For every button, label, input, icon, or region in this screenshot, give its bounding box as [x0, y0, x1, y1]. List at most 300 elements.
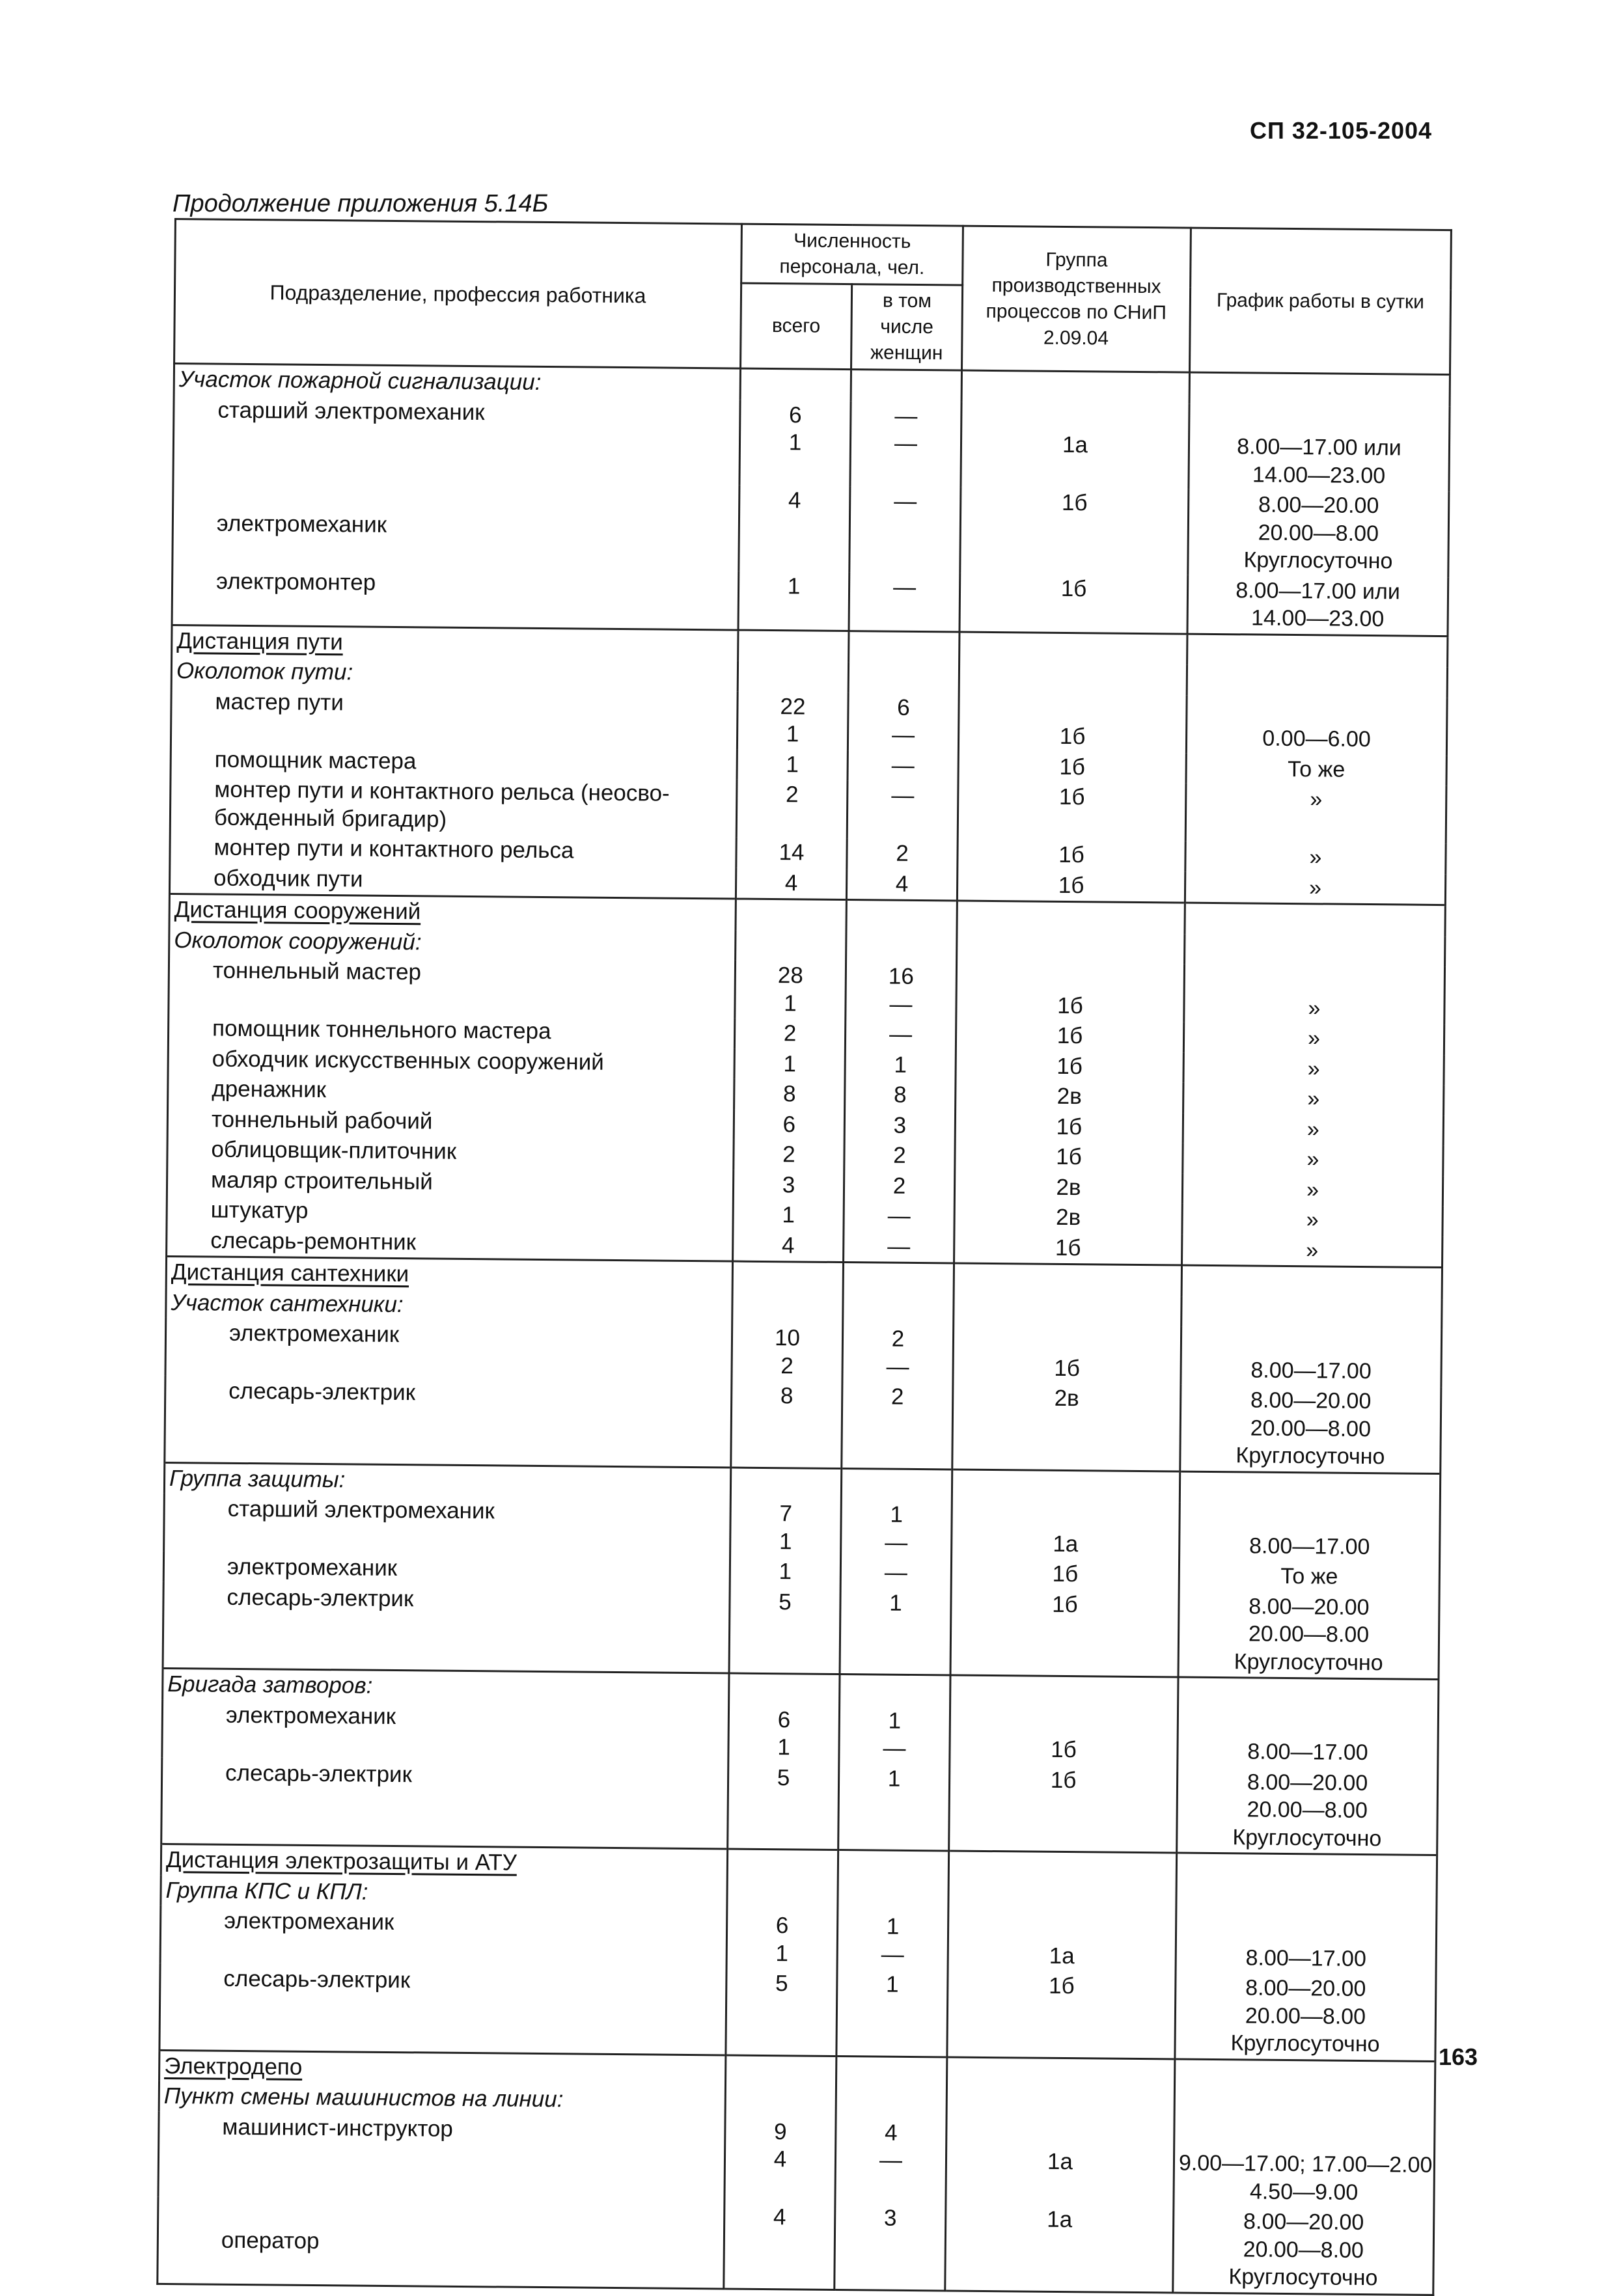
total-count-cell	[734, 1018, 845, 1050]
process-group	[956, 1502, 1174, 1531]
total-count-cell	[733, 1169, 844, 1201]
schedule-cell	[1186, 753, 1446, 786]
schedule-cell	[1180, 1503, 1441, 1563]
process-group: 1б	[1052, 1591, 1078, 1617]
empty-cell	[959, 663, 1187, 696]
process-group-cell	[954, 1232, 1182, 1265]
total-count-cell	[739, 485, 850, 572]
process-group	[961, 964, 1180, 993]
profession-cell	[170, 774, 737, 838]
profession-cell	[167, 1134, 734, 1169]
section-title-cell	[171, 656, 738, 691]
women-count-cell	[840, 1557, 951, 1589]
empty-cell	[957, 932, 1185, 964]
profession-cell	[163, 1581, 730, 1673]
profession-cell	[172, 566, 739, 629]
total-count: 9	[773, 2118, 787, 2144]
women-count-cell	[844, 1110, 955, 1141]
schedule-cell	[1183, 1052, 1444, 1085]
profession-line: старший электромеханик	[227, 1496, 495, 1524]
empty-cell	[946, 2088, 1174, 2120]
women-count: 6	[897, 694, 910, 720]
process-group: 1б	[1050, 1767, 1077, 1793]
table-row	[158, 2111, 1435, 2208]
empty-cell	[840, 1674, 950, 1706]
empty-cell	[948, 1851, 1176, 1884]
section-title-cell	[172, 625, 738, 661]
total-count: 2	[782, 1141, 795, 1168]
process-group-cell	[951, 1558, 1179, 1591]
process-group	[963, 694, 1181, 724]
schedule-cell	[1188, 489, 1449, 577]
empty-cell	[848, 662, 959, 693]
profession-cell	[168, 1043, 734, 1078]
profession-line: помощник мастера	[214, 746, 417, 774]
women-count: —	[883, 1735, 906, 1761]
table-row	[159, 1963, 1436, 2061]
process-group: 1б	[1059, 754, 1086, 780]
empty-cell	[740, 368, 851, 400]
process-group: 1б	[1056, 1114, 1083, 1140]
schedule-line: 20.00—8.00	[1250, 1415, 1372, 1442]
empty-cell	[738, 661, 848, 692]
total-count-cell	[732, 1323, 843, 1382]
schedule-line: 8.00—20.00	[1258, 492, 1379, 519]
empty-cell	[957, 901, 1185, 934]
total-count: 4	[788, 487, 801, 513]
profession-line: слесарь-электрик	[225, 1760, 413, 1787]
process-group-cell	[959, 573, 1188, 634]
profession-cell	[165, 1376, 732, 1468]
schedule-line: Круглосуточно	[1232, 1824, 1382, 1851]
women-count-cell	[844, 1231, 954, 1263]
profession-line: дренажник	[212, 1076, 327, 1103]
women-count: 8	[893, 1082, 907, 1108]
total-count: 1	[777, 1734, 790, 1760]
schedule-cell	[1183, 1022, 1444, 1055]
table-row	[161, 1757, 1438, 1855]
empty-cell	[1181, 1265, 1442, 1298]
women-count: —	[889, 991, 913, 1017]
process-group-cell	[958, 840, 1185, 872]
process-group-cell	[954, 1202, 1182, 1235]
total-count: 10	[774, 1325, 801, 1351]
profession-line: машинист-инструктор	[222, 2114, 454, 2142]
schedule-cell	[1179, 1561, 1439, 1593]
total-count: 4	[773, 2146, 787, 2172]
process-group-cell	[956, 1081, 1183, 1114]
process-group: 1б	[1059, 723, 1086, 750]
process-group-cell	[961, 402, 1189, 489]
total-count: 5	[779, 1589, 792, 1615]
schedule-line: 8.00—17.00 или	[1235, 577, 1400, 604]
schedule-cell	[1183, 1113, 1443, 1145]
section-title-cell	[163, 1668, 729, 1704]
profession-cell	[164, 1494, 731, 1557]
total-count: 1	[782, 1202, 795, 1228]
schedule-cell	[1180, 1385, 1441, 1473]
header-process-group: Группа производственных процессов по СНиП 2.09.04	[962, 226, 1191, 372]
schedule-line: Круглосуточно	[1235, 1443, 1385, 1469]
women-count-cell	[837, 1911, 948, 1970]
process-group: 2в	[1054, 1385, 1079, 1412]
empty-cell	[950, 1675, 1178, 1708]
profession-cell	[171, 686, 738, 749]
total-count: 1	[787, 573, 801, 599]
women-count-cell	[835, 2203, 946, 2290]
women-count: —	[885, 1529, 908, 1555]
empty-cell	[954, 1263, 1181, 1296]
section-title-cell	[166, 1256, 732, 1292]
header-schedule: График работы в сутки	[1189, 228, 1451, 374]
profession-line: электромеханик	[228, 1320, 400, 1348]
staff-table	[156, 218, 1452, 2296]
empty-cell	[1189, 372, 1450, 405]
process-group-cell	[952, 1500, 1180, 1560]
schedule-cell	[1178, 1591, 1439, 1679]
schedule-line: 8.00—17.00	[1250, 1357, 1372, 1384]
schedule-line: То же	[1280, 1563, 1338, 1589]
process-group: 2в	[1056, 1174, 1081, 1200]
process-group-cell	[948, 1912, 1176, 1972]
total-count-cell	[734, 1048, 845, 1080]
women-count-cell	[845, 1050, 956, 1081]
process-group: 2в	[1056, 1083, 1082, 1110]
process-group: 1б	[1060, 575, 1087, 601]
total-count: 3	[782, 1171, 795, 1197]
process-group: 1б	[1056, 1143, 1082, 1170]
empty-cell	[725, 2086, 836, 2117]
header-profession: Подразделение, профессия работника	[174, 219, 742, 369]
empty-cell	[846, 900, 957, 932]
women-count-cell	[844, 1171, 954, 1202]
women-count-cell	[848, 692, 959, 751]
process-group	[951, 2120, 1169, 2149]
profession-line	[163, 2198, 719, 2231]
total-count: 4	[784, 869, 798, 895]
header-women: в том числе женщин	[851, 284, 963, 370]
empty-cell	[729, 1673, 840, 1705]
empty-cell	[838, 1850, 948, 1881]
process-group-cell	[956, 1050, 1183, 1083]
section-title-cell	[159, 2081, 725, 2116]
schedule-line: »	[1306, 1177, 1319, 1202]
women-count: —	[881, 1941, 904, 1967]
women-count: 1	[887, 1766, 901, 1792]
header-total: всего	[741, 283, 852, 369]
schedule-line: »	[1306, 1237, 1319, 1263]
profession-line: божденный бригадир)	[214, 804, 447, 832]
schedule-line	[1184, 1504, 1435, 1534]
schedule-cell	[1187, 575, 1448, 636]
women-count: 2	[896, 840, 909, 866]
women-count-cell	[839, 1706, 950, 1764]
schedule-cell	[1174, 2120, 1435, 2208]
profession-line: электромеханик	[224, 1907, 394, 1935]
empty-cell	[849, 631, 959, 663]
document-code: СП 32-105-2004	[1250, 117, 1433, 144]
schedule-line: 14.00—23.00	[1250, 605, 1385, 632]
profession-line: обходчик искусственных сооружений	[212, 1046, 604, 1075]
schedule-line: Круглосуточно	[1228, 2264, 1378, 2291]
process-group: 1б	[1056, 1022, 1083, 1049]
schedule-line: »	[1308, 875, 1322, 900]
profession-cell	[167, 1104, 734, 1139]
empty-cell	[1176, 1884, 1437, 1917]
total-count: 6	[777, 1706, 791, 1732]
total-count: 1	[788, 430, 802, 456]
schedule-line: 8.00—20.00	[1245, 1975, 1366, 2002]
process-group: 2в	[1055, 1204, 1081, 1231]
empty-cell	[1180, 1471, 1440, 1505]
process-group: 1б	[1052, 1561, 1079, 1587]
empty-cell	[836, 2056, 946, 2088]
empty-cell	[727, 1849, 838, 1881]
women-count: 1	[894, 1052, 907, 1078]
empty-cell	[843, 1263, 954, 1294]
schedule-cell	[1185, 841, 1446, 874]
empty-cell	[730, 1468, 841, 1499]
women-count-cell	[844, 1201, 954, 1232]
schedule-line: 8.00—20.00	[1247, 1769, 1368, 1796]
women-count: —	[891, 722, 915, 748]
section-subtitle: Околоток сооружений:	[174, 927, 422, 955]
schedule-cell	[1182, 1173, 1442, 1206]
table-row	[173, 395, 1450, 492]
process-group-cell	[945, 2204, 1174, 2292]
women-count: —	[879, 2147, 903, 2173]
total-count: 6	[788, 402, 802, 428]
women-count: 16	[888, 963, 915, 989]
process-group-cell	[949, 1764, 1178, 1853]
women-count: —	[887, 1233, 911, 1259]
profession-line: слесарь-электрик	[227, 1584, 414, 1611]
total-count: 1	[786, 721, 799, 747]
total-count: 4	[773, 2204, 786, 2230]
total-count: 5	[775, 1971, 788, 1997]
total-count-cell	[730, 1499, 842, 1557]
empty-cell	[959, 632, 1187, 665]
section-title-cell	[169, 925, 736, 960]
process-group-cell	[957, 869, 1185, 903]
women-count: 2	[890, 1384, 904, 1410]
profession-cell	[169, 955, 736, 1018]
process-group: 1б	[1058, 872, 1084, 898]
schedule-cell	[1183, 1083, 1444, 1115]
schedule-line	[1179, 2122, 1429, 2152]
profession-cell	[173, 480, 739, 571]
section-title: Дистанция электрозащиты и АТУ	[165, 1846, 518, 1876]
total-count-cell	[737, 691, 848, 750]
table-row	[165, 1376, 1441, 1473]
total-count: 2	[783, 1020, 797, 1046]
schedule-line: 8.00—20.00	[1243, 2209, 1364, 2235]
women-count: —	[891, 782, 915, 808]
empty-cell	[846, 931, 957, 963]
schedule-line	[1191, 696, 1442, 726]
section-subtitle: Участок сантехники:	[171, 1289, 404, 1317]
schedule-line: »	[1307, 1086, 1320, 1112]
schedule-line: 8.00—17.00	[1247, 1739, 1368, 1766]
schedule-cell	[1182, 1204, 1442, 1237]
schedule-line: 20.00—8.00	[1258, 520, 1379, 546]
profession-line: слесарь-ремонтник	[210, 1227, 417, 1255]
table-row	[173, 480, 1449, 577]
empty-cell	[948, 1882, 1176, 1915]
schedule-line	[1194, 405, 1444, 435]
section-subtitle: Участок пожарной сигнализации:	[178, 366, 542, 395]
schedule-line: 4.50—9.00	[1249, 2179, 1359, 2205]
women-count-cell	[847, 780, 958, 839]
women-count-cell	[846, 961, 957, 1020]
table-row	[171, 686, 1447, 755]
empty-cell	[946, 2057, 1174, 2090]
total-count-cell	[731, 1381, 842, 1468]
profession-cell	[158, 2111, 725, 2202]
total-count-cell	[724, 2202, 835, 2289]
profession-line: слесарь-электрик	[223, 1965, 411, 1993]
process-group-cell	[955, 1111, 1183, 1143]
empty-cell	[1174, 2090, 1435, 2123]
section-subtitle: Околоток пути:	[176, 658, 353, 685]
process-group-cell	[956, 963, 1185, 1022]
profession-cell	[159, 1963, 726, 2055]
process-group-cell	[946, 2118, 1174, 2206]
total-count: 1	[779, 1559, 792, 1585]
schedule-cell	[1178, 1708, 1439, 1768]
process-group: 1а	[1053, 1531, 1079, 1557]
schedule-cell	[1184, 964, 1445, 1024]
women-count: —	[887, 1203, 911, 1229]
schedule-cell	[1182, 1234, 1442, 1267]
process-group-cell	[958, 751, 1186, 784]
women-count-cell	[836, 1969, 948, 2057]
women-count: 1	[886, 1913, 900, 1939]
process-group-cell	[960, 487, 1189, 575]
schedule-line: »	[1309, 845, 1322, 870]
schedule-line	[1186, 1328, 1437, 1358]
table-body	[158, 364, 1450, 2295]
women-count-cell	[846, 869, 957, 901]
total-count: 2	[785, 782, 799, 808]
schedule-line: 20.00—8.00	[1243, 2236, 1364, 2263]
profession-line: облицовщик-плиточник	[211, 1136, 457, 1164]
profession-line: помощник тоннельного мастера	[212, 1015, 551, 1045]
process-group-cell	[950, 1589, 1179, 1677]
section-subtitle: Группа защиты:	[169, 1465, 346, 1492]
process-group: 1б	[1054, 1355, 1081, 1381]
profession-line: тоннельный рабочий	[211, 1106, 433, 1134]
empty-cell	[952, 1469, 1180, 1502]
women-count: 1	[888, 1708, 902, 1734]
empty-cell	[732, 1292, 843, 1324]
profession-cell	[162, 1699, 729, 1762]
total-count: 2	[780, 1352, 794, 1378]
empty-cell	[1185, 934, 1445, 966]
women-count-cell	[835, 2117, 946, 2204]
women-count-cell	[841, 1499, 952, 1558]
empty-cell	[841, 1468, 952, 1500]
women-count-cell	[849, 486, 961, 573]
empty-cell	[1185, 903, 1445, 936]
women-count-cell	[847, 838, 958, 869]
schedule-line: 8.00—17.00 или	[1237, 434, 1401, 461]
total-count-cell	[736, 838, 847, 869]
schedule-cell	[1173, 2206, 1434, 2295]
women-count-cell	[845, 1080, 956, 1111]
women-count: 1	[889, 1590, 902, 1616]
profession-line: тоннельный мастер	[212, 957, 422, 985]
schedule-line: »	[1308, 995, 1321, 1020]
profession-cell	[161, 1757, 728, 1849]
total-count-cell	[728, 1704, 840, 1763]
profession-cell	[165, 1318, 732, 1381]
total-count-cell	[738, 571, 849, 631]
women-count: 2	[891, 1326, 905, 1352]
process-group	[955, 1708, 1173, 1737]
empty-cell	[1187, 665, 1447, 698]
section-title-cell	[161, 1875, 727, 1910]
table-row	[169, 955, 1445, 1024]
process-group	[953, 1914, 1171, 1943]
schedule-cell	[1189, 403, 1450, 491]
profession-line: электромеханик	[227, 1553, 398, 1581]
total-count-cell	[733, 1200, 844, 1231]
empty-cell	[836, 2087, 946, 2118]
schedule-line: 9.00—17.00; 17.00—2.00	[1178, 2150, 1433, 2178]
table-row	[158, 2197, 1434, 2295]
process-group-cell	[950, 1706, 1178, 1766]
empty-cell	[725, 2055, 836, 2086]
total-count-cell	[730, 1557, 840, 1588]
total-count: 8	[782, 1081, 796, 1107]
profession-line: мастер пути	[215, 689, 344, 715]
women-count: —	[886, 1354, 909, 1380]
table-row	[160, 1906, 1437, 1975]
process-group: 1б	[1051, 1736, 1077, 1763]
schedule-cell	[1185, 871, 1445, 905]
schedule-line: »	[1306, 1207, 1319, 1233]
table-row	[172, 566, 1448, 636]
process-group-cell	[954, 1171, 1182, 1204]
process-group-cell	[958, 693, 1187, 753]
profession-cell	[173, 395, 740, 485]
total-count: 28	[777, 963, 804, 989]
process-group-cell	[952, 1383, 1181, 1471]
process-group: 1а	[1047, 2148, 1073, 2175]
women-count: 1	[885, 1971, 899, 1997]
schedule-line: 20.00—8.00	[1245, 2002, 1366, 2029]
process-group: 1б	[1055, 1235, 1081, 1261]
section-subtitle: Бригада затворов:	[167, 1671, 373, 1699]
schedule-line: »	[1307, 1026, 1321, 1051]
total-count: 1	[786, 751, 799, 777]
women-count-cell	[844, 1140, 955, 1171]
total-count-cell	[726, 1911, 838, 1969]
empty-cell	[1187, 634, 1448, 667]
profession-line: электромеханик	[216, 510, 387, 538]
schedule-line	[1181, 1916, 1431, 1946]
women-count: 4	[895, 871, 909, 897]
process-group: 1б	[1061, 489, 1088, 516]
women-count-cell	[848, 750, 958, 782]
total-count: 1	[784, 990, 797, 1016]
process-group-cell	[955, 1141, 1183, 1174]
schedule-line: 8.00—17.00	[1245, 1945, 1367, 1971]
total-count: 14	[779, 840, 805, 866]
profession-line: старший электромеханик	[217, 397, 485, 425]
profession-line: электромонтер	[215, 568, 376, 595]
